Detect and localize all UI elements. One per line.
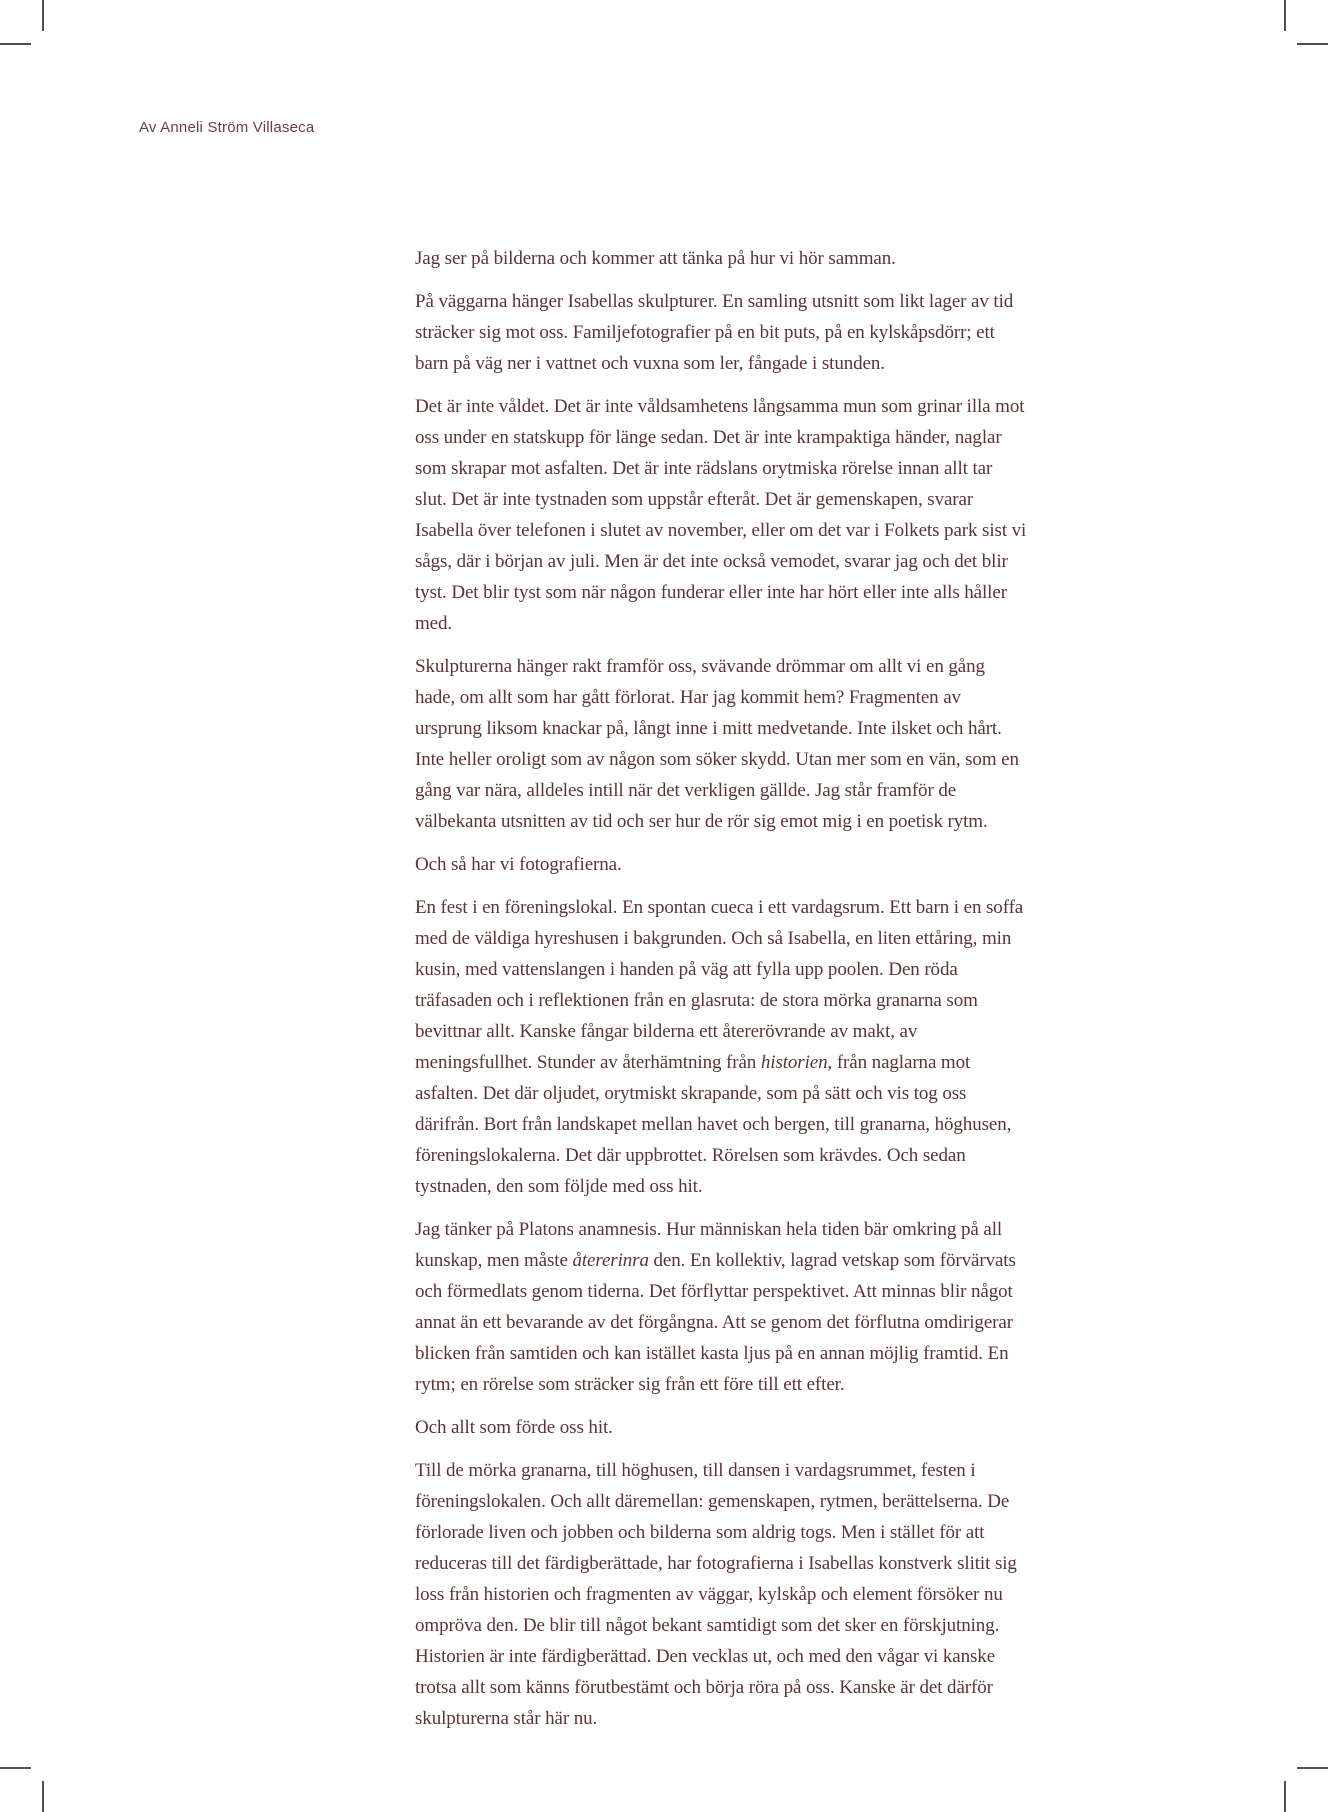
crop-mark-top-left-horizontal <box>0 43 31 45</box>
text-segment: Till de mörka granarna, till höghusen, till dansen i vardagsrummet, festen i föreningslokalen. Och allt däremellan: gemenskapen, rytmen, berättelserna. De förlorade liven och jobben och bilderna som aldrig togs. Men i stället för att reduceras till det färdigberättade, har fotografierna i Isabellas konstverk slitit sig loss från historien och fragmenten av väggar, kylskåp och element försöker nu ompröva den. De blir till något bekant samtidigt som det sker en förskjutning. Historien är inte färdigberättad. Den vecklas ut, och med den vågar vi kanske trotsa allt som känns förutbestämt och börja röra på oss. Kanske är det därför skulpturerna står här nu. <box>415 1460 1017 1729</box>
crop-mark-bottom-left-vertical <box>42 1781 44 1812</box>
text-segment: Det är inte våldet. Det är inte våldsamhetens långsamma mun som grinar illa mot oss under en statskupp för länge sedan. Det är inte krampaktiga händer, naglar som skrapar mot asfalten. Det är inte rädslans orytmiska rörelse innan allt tar slut. Det är inte tystnaden som uppstår efteråt. Det är gemenskapen, svarar Isabella över telefonen i slutet av november, eller om det var i Folkets park sist vi sågs, där i början av juli. Men är det inte också vemodet, svarar jag och det blir tyst. Det blir tyst som när någon funderar eller inte har hört eller inte alls håller med. <box>415 396 1027 634</box>
paragraph <box>415 1455 1027 1734</box>
crop-mark-bottom-left-horizontal <box>0 1767 31 1769</box>
crop-mark-top-right-horizontal <box>1297 43 1328 45</box>
text-segment: På väggarna hänger Isabellas skulpturer. En samling utsnitt som likt lager av tid sträcker sig mot oss. Familjefotografier på en bit puts, på en kylskåpsdörr; ett barn på väg ner i vattnet och vuxna som ler, fångade i stunden. <box>415 291 1014 374</box>
text-segment: En fest i en föreningslokal. En spontan cueca i ett vardagsrum. Ett barn i en soffa med de väldiga hyreshusen i bakgrunden. Och så Isabella, en liten ettåring, min kusin, med vattenslangen i handen på väg att fylla upp poolen. Den röda träfasaden och i reflektionen från en glasruta: de stora mörka granarna som bevittnar allt. Kanske fångar bilderna ett återerövrande av makt, av meningsfullhet. Stunder av återhämtning från <box>415 897 1024 1073</box>
text-segment: Jag ser på bilderna och kommer att tänka på hur vi hör samman. <box>415 248 896 269</box>
paragraph <box>415 391 1027 639</box>
paragraph <box>415 1214 1027 1400</box>
text-segment: Skulpturerna hänger rakt framför oss, svävande drömmar om allt vi en gång hade, om allt som har gått förlorat. Har jag kommit hem? Fragmenten av ursprung liksom knackar på, långt inne i mitt medvetande. Inte ilsket och hårt. Inte heller oroligt som av någon som söker skydd. Utan mer som en vän, som en gång var nära, alldeles intill när det verkligen gällde. Jag står framför de välbekanta utsnitten av tid och ser hur de rör sig emot mig i en poetisk rytm. <box>415 656 1019 832</box>
crop-mark-top-left-vertical <box>42 0 44 31</box>
crop-mark-bottom-right-horizontal <box>1297 1767 1328 1769</box>
text-segment: den. En kollektiv, lagrad vetskap som förvärvats och förmedlats genom tiderna. Det förflyttar perspektivet. Att minnas blir något annat än ett bevarande av det förgångna. Att se genom det förflutna omdirigerar blicken från samtiden och kan istället kasta ljus på en annan möjlig framtid. En rytm; en rörelse som sträcker sig från ett före till ett efter. <box>415 1250 1016 1395</box>
italic-text-segment: återerinra <box>572 1250 649 1271</box>
paragraph <box>415 1412 1027 1443</box>
crop-mark-bottom-right-vertical <box>1284 1781 1286 1812</box>
paragraph <box>415 651 1027 837</box>
paragraph <box>415 243 1027 274</box>
crop-mark-top-right-vertical <box>1284 0 1286 31</box>
text-segment: Och så har vi fotografierna. <box>415 854 622 875</box>
byline: Av Anneli Ström Villaseca <box>139 119 315 136</box>
text-segment: , från naglarna mot asfalten. Det där oljudet, orytmiskt skrapande, som på sätt och vis tog oss därifrån. Bort från landskapet mellan havet och bergen, till granarna, höghusen, föreningslokalerna. Det där uppbrottet. Rörelsen som krävdes. Och sedan tystnaden, den som följde med oss hit. <box>415 1052 1012 1197</box>
article-body <box>415 243 1027 1746</box>
text-segment: Jag tänker på Platons anamnesis. Hur människan hela tiden bär omkring på all kunskap, men måste <box>415 1219 1003 1271</box>
paragraph <box>415 286 1027 379</box>
text-segment: Och allt som förde oss hit. <box>415 1417 613 1438</box>
italic-text-segment: historien <box>760 1052 828 1073</box>
paragraph <box>415 849 1027 880</box>
paragraph <box>415 892 1027 1202</box>
